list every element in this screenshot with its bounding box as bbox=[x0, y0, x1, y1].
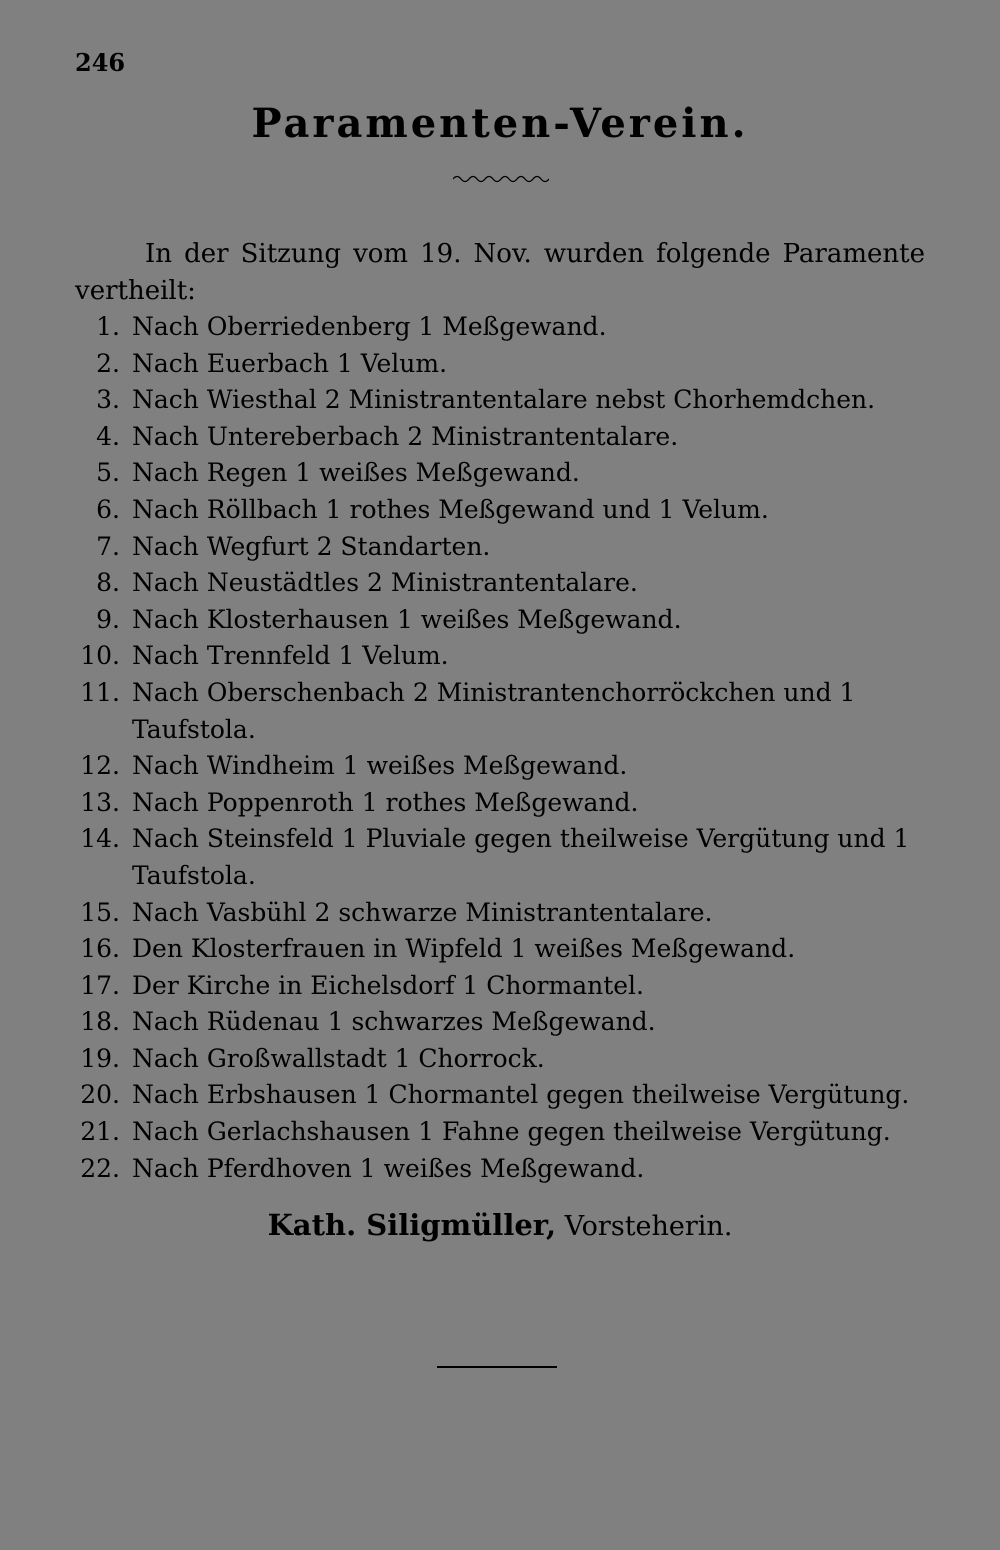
item-text: Nach Steinsfeld 1 Pluviale gegen theilweise Vergütung und 1 Taufstola. bbox=[132, 824, 910, 890]
list-item bbox=[60, 309, 930, 346]
item-text: Nach Gerlachshausen 1 Fahne gegen theilweise Vergütung. bbox=[132, 1117, 891, 1147]
list-item bbox=[60, 492, 930, 529]
list-item bbox=[60, 382, 930, 419]
list-item bbox=[60, 455, 930, 492]
list-item bbox=[60, 1114, 930, 1151]
item-number: 15. bbox=[80, 897, 120, 927]
list-item bbox=[60, 602, 930, 639]
item-number: 6. bbox=[96, 494, 120, 524]
item-text: Nach Vasbühl 2 schwarze Ministrantentalare. bbox=[132, 897, 713, 927]
item-text: Nach Regen 1 weißes Meßgewand. bbox=[132, 458, 580, 488]
item-number: 20. bbox=[80, 1080, 120, 1110]
item-number: 4. bbox=[96, 421, 120, 451]
list-item bbox=[60, 346, 930, 383]
list-item bbox=[60, 748, 930, 785]
list-item bbox=[60, 638, 930, 675]
list-item bbox=[60, 1151, 930, 1188]
item-text: Nach Rüdenau 1 schwarzes Meßgewand. bbox=[132, 1007, 656, 1037]
item-number: 1. bbox=[96, 312, 120, 341]
item-number: 14. bbox=[80, 824, 120, 854]
item-number: 2. bbox=[96, 348, 120, 378]
item-number: 16. bbox=[80, 934, 120, 964]
item-number: 7. bbox=[96, 531, 120, 561]
page-number: 246 bbox=[75, 48, 126, 77]
item-number: 22. bbox=[80, 1153, 120, 1183]
item-text: Nach Erbshausen 1 Chormantel gegen theilweise Vergütung. bbox=[132, 1080, 910, 1110]
signature-name: Kath. Siligmüller, bbox=[267, 1208, 557, 1242]
item-text: Den Klosterfrauen in Wipfeld 1 weißes Meßgewand. bbox=[132, 934, 796, 964]
list-item bbox=[60, 931, 930, 968]
item-text: Nach Oberschenbach 2 Ministrantenchorröckchen und 1 Taufstola. bbox=[132, 677, 856, 744]
signature-line bbox=[0, 1208, 1000, 1242]
item-text: Nach Windheim 1 weißes Meßgewand. bbox=[132, 751, 628, 781]
item-text: Nach Pferdhoven 1 weißes Meßgewand. bbox=[132, 1153, 645, 1183]
closing-rule bbox=[437, 1366, 557, 1368]
list-item bbox=[60, 785, 930, 822]
item-text: Nach Wegfurt 2 Standarten. bbox=[132, 531, 491, 561]
item-text: Nach Oberriedenberg 1 Meßgewand. bbox=[132, 312, 607, 341]
item-number: 17. bbox=[80, 970, 120, 1000]
item-text: Nach Wiesthal 2 Ministrantentalare nebst Chorhemdchen. bbox=[132, 385, 876, 415]
item-number: 10. bbox=[80, 641, 120, 671]
list-item bbox=[60, 675, 930, 748]
item-text: Nach Klosterhausen 1 weißes Meßgewand. bbox=[132, 604, 682, 634]
item-number: 18. bbox=[80, 1007, 120, 1037]
item-number: 19. bbox=[80, 1043, 120, 1073]
item-number: 8. bbox=[96, 568, 120, 598]
list-item bbox=[60, 1041, 930, 1078]
signature-role: Vorsteherin. bbox=[564, 1211, 733, 1242]
item-text: Der Kirche in Eichelsdorf 1 Chormantel. bbox=[132, 970, 644, 1000]
list-item bbox=[60, 968, 930, 1005]
item-text: Nach Trennfeld 1 Velum. bbox=[132, 641, 449, 671]
item-text: Nach Großwallstadt 1 Chorrock. bbox=[132, 1043, 545, 1073]
item-number: 12. bbox=[80, 751, 120, 781]
list-item bbox=[60, 1077, 930, 1114]
ornament-squiggle bbox=[453, 174, 549, 184]
item-number: 11. bbox=[80, 677, 120, 707]
paramente-list bbox=[60, 309, 930, 1187]
list-item bbox=[60, 821, 930, 894]
list-item bbox=[60, 565, 930, 602]
list-item bbox=[60, 1004, 930, 1041]
page-title: Paramenten-Verein. bbox=[251, 100, 749, 147]
item-text: Nach Neustädtles 2 Ministrantentalare. bbox=[132, 568, 638, 598]
item-number: 5. bbox=[96, 458, 120, 488]
item-text: Nach Poppenroth 1 rothes Meßgewand. bbox=[132, 787, 639, 817]
item-number: 3. bbox=[96, 385, 120, 415]
item-number: 21. bbox=[80, 1117, 120, 1147]
list-item bbox=[60, 419, 930, 456]
item-text: Nach Untereberbach 2 Ministrantentalare. bbox=[132, 421, 679, 451]
item-text: Nach Röllbach 1 rothes Meßgewand und 1 Velum. bbox=[132, 494, 769, 524]
list-item bbox=[60, 895, 930, 932]
item-number: 9. bbox=[96, 604, 120, 634]
list-item bbox=[60, 529, 930, 566]
item-text: Nach Euerbach 1 Velum. bbox=[132, 348, 448, 378]
intro-paragraph: In der Sitzung vom 19. Nov. wurden folgende Paramente vertheilt: bbox=[75, 239, 925, 306]
item-number: 13. bbox=[80, 787, 120, 817]
